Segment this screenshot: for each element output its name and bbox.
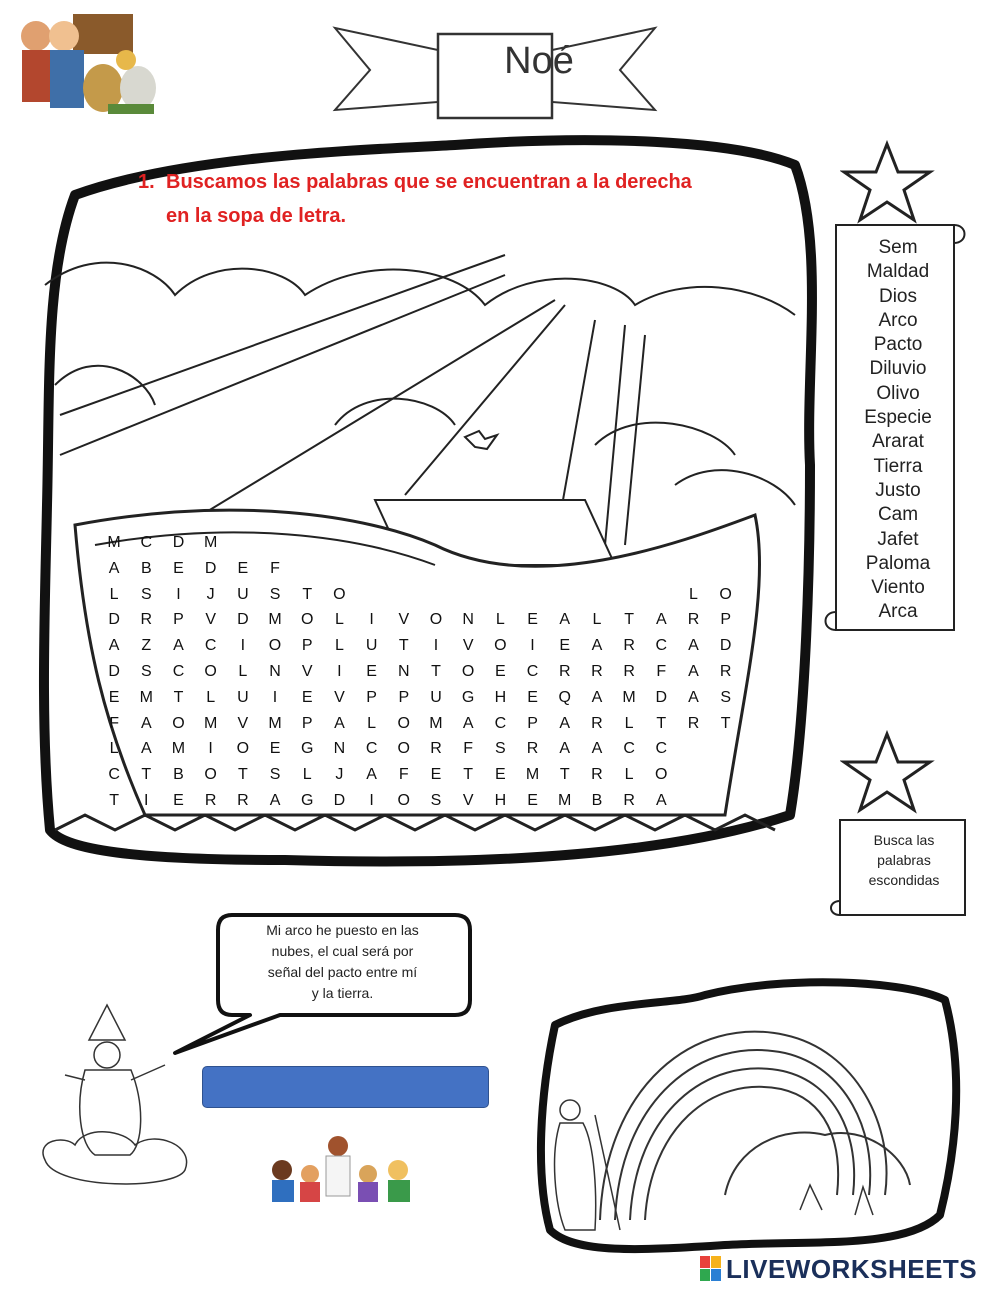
grid-letter[interactable]: O [300, 611, 314, 629]
answer-input-box[interactable] [202, 1066, 489, 1108]
grid-letter[interactable]: I [240, 637, 246, 655]
grid-letter[interactable]: U [430, 688, 442, 706]
grid-letter[interactable]: A [559, 611, 571, 629]
grid-letter[interactable]: E [430, 766, 442, 784]
grid-letter[interactable]: R [140, 611, 153, 629]
grid-letter[interactable]: M [171, 740, 186, 758]
grid-letter[interactable]: C [526, 662, 539, 680]
grid-letter[interactable]: C [108, 766, 120, 784]
grid-letter[interactable]: V [398, 611, 410, 629]
word-list-item: Ararat [872, 431, 924, 453]
grid-letter[interactable]: L [495, 611, 505, 629]
grid-letter[interactable]: L [689, 585, 698, 603]
grid-row [98, 689, 742, 715]
grid-letter[interactable]: V [205, 611, 216, 629]
hint-text [844, 830, 964, 890]
grid-row [98, 663, 742, 689]
grid-row [98, 715, 742, 741]
liveworksheets-logo-icon [700, 1256, 722, 1282]
grid-letter[interactable]: S [495, 740, 506, 758]
grid-letter[interactable]: E [527, 791, 538, 809]
grid-letter[interactable]: L [334, 637, 344, 655]
grid-letter[interactable]: D [237, 611, 249, 629]
grid-letter[interactable]: F [270, 559, 280, 577]
hint-line: escondidas [868, 872, 940, 888]
grid-letter[interactable]: E [527, 688, 538, 706]
grid-letter[interactable]: D [204, 559, 217, 577]
grid-letter[interactable]: C [365, 740, 378, 758]
grid-letter[interactable]: P [398, 688, 410, 706]
god-on-cloud-illustration [35, 995, 205, 1195]
instruction-number: 1. [138, 171, 155, 193]
grid-letter[interactable]: M [268, 714, 282, 732]
grid-letter[interactable]: G [461, 688, 475, 706]
grid-letter[interactable]: A [108, 559, 120, 577]
children-clipart [260, 1130, 420, 1210]
grid-letter[interactable]: I [337, 662, 342, 680]
instruction-text [138, 165, 788, 233]
grid-letter[interactable]: V [237, 714, 249, 732]
word-list-item: Pacto [873, 334, 923, 356]
page-title: Noé [504, 40, 574, 82]
grid-letter[interactable]: M [203, 714, 218, 732]
grid-letter[interactable]: O [204, 662, 217, 680]
grid-letter[interactable]: O [655, 766, 668, 784]
grid-letter[interactable]: V [334, 688, 345, 706]
grid-letter[interactable]: I [208, 740, 213, 758]
grid-letter[interactable]: L [592, 611, 602, 629]
grid-letter[interactable]: A [688, 688, 699, 706]
grid-letter[interactable]: I [369, 791, 374, 809]
grid-letter[interactable]: T [463, 766, 474, 784]
grid-letter[interactable]: P [301, 637, 313, 655]
grid-letter[interactable]: M [525, 766, 540, 784]
instruction-line-1: Buscamos las palabras que se encuentran a la derecha [166, 171, 692, 193]
grid-letter[interactable]: T [398, 637, 409, 655]
grid-letter[interactable]: L [238, 662, 248, 680]
grid-row [98, 586, 742, 612]
grid-letter[interactable]: R [687, 611, 700, 629]
word-list-item: Arco [878, 309, 918, 331]
grid-letter[interactable]: C [655, 637, 668, 655]
grid-letter[interactable]: A [591, 740, 603, 758]
grid-letter[interactable]: S [140, 585, 152, 603]
grid-letter[interactable]: O [397, 714, 410, 732]
word-list-item: Olivo [876, 382, 920, 404]
grid-letter[interactable]: J [335, 766, 344, 784]
grid-letter[interactable]: R [623, 637, 635, 655]
grid-letter[interactable]: L [206, 688, 216, 706]
grid-letter[interactable]: D [333, 791, 346, 809]
speech-text [230, 920, 455, 1004]
word-list-item: Cam [877, 504, 919, 526]
grid-letter[interactable]: A [559, 740, 571, 758]
grid-letter[interactable]: P [366, 688, 377, 706]
grid-letter[interactable]: O [172, 714, 185, 732]
grid-letter[interactable]: E [559, 637, 571, 655]
grid-letter[interactable]: F [656, 662, 667, 680]
grid-letter[interactable]: O [268, 637, 282, 655]
instruction-line-2: en la sopa de letra. [166, 205, 347, 227]
grid-letter[interactable]: S [140, 662, 152, 680]
grid-letter[interactable]: I [433, 637, 439, 655]
grid-letter[interactable]: M [203, 534, 218, 551]
grid-letter[interactable]: C [623, 740, 635, 758]
grid-letter[interactable]: C [204, 637, 217, 655]
grid-letter[interactable]: E [237, 559, 249, 577]
grid-letter[interactable]: E [527, 611, 538, 629]
grid-letter[interactable]: A [591, 688, 603, 706]
grid-letter[interactable]: P [301, 714, 313, 732]
word-list-item: Paloma [865, 552, 931, 574]
grid-letter[interactable]: A [688, 637, 699, 655]
grid-letter[interactable]: D [108, 611, 120, 629]
grid-letter[interactable]: E [301, 688, 313, 706]
grid-letter[interactable]: A [366, 766, 377, 784]
grid-letter[interactable]: M [107, 534, 121, 551]
grid-letter[interactable]: O [461, 662, 475, 680]
grid-letter[interactable]: T [173, 688, 184, 706]
grid-letter[interactable]: L [109, 585, 119, 603]
grid-letter[interactable]: M [429, 714, 443, 732]
grid-letter[interactable]: R [591, 662, 603, 680]
star-icon [840, 140, 935, 225]
grid-row [98, 534, 742, 560]
word-list-item: Dios [878, 285, 917, 307]
rainbow-scene [525, 975, 965, 1265]
grid-letter[interactable] [356, 586, 388, 604]
grid-letter[interactable]: A [688, 662, 699, 680]
grid-letter[interactable]: R [719, 662, 732, 680]
grid-letter[interactable]: O [333, 585, 346, 603]
grid-letter[interactable]: C [140, 534, 153, 551]
grid-letter[interactable]: E [173, 559, 184, 577]
grid-letter[interactable]: S [269, 766, 281, 784]
grid-letter[interactable]: S [720, 688, 731, 706]
grid-letter[interactable] [420, 586, 452, 604]
grid-letter[interactable]: V [301, 662, 313, 680]
grid-letter[interactable]: A [462, 714, 474, 732]
speech-line: y la tierra. [311, 985, 374, 1001]
grid-letter[interactable]: T [624, 611, 634, 629]
grid-letter[interactable]: L [624, 766, 634, 784]
grid-letter[interactable]: Z [141, 637, 152, 655]
grid-letter[interactable]: R [623, 791, 635, 809]
grid-letter[interactable]: R [237, 791, 249, 809]
grid-letter[interactable]: D [108, 662, 120, 680]
grid-letter[interactable]: T [656, 714, 667, 732]
grid-letter[interactable]: U [237, 585, 249, 603]
grid-letter[interactable]: B [591, 791, 603, 809]
word-list-item: Maldad [866, 261, 930, 283]
grid-letter[interactable]: T [720, 714, 731, 732]
grid-letter[interactable]: A [269, 791, 281, 809]
grid-letter[interactable] [516, 586, 548, 604]
word-list-item: Arca [878, 601, 918, 623]
brand-name: LIVEWORKSHEETS [726, 1253, 978, 1284]
grid-letter[interactable]: B [173, 766, 184, 784]
grid-letter[interactable]: H [494, 791, 507, 809]
grid-letter[interactable] [549, 586, 581, 604]
grid-letter[interactable]: R [687, 714, 700, 732]
grid-letter[interactable]: D [655, 688, 668, 706]
grid-letter[interactable]: N [462, 611, 474, 629]
grid-letter[interactable]: E [495, 662, 506, 680]
grid-letter[interactable]: L [334, 611, 344, 629]
grid-letter[interactable]: P [173, 611, 184, 629]
grid-letter[interactable]: N [333, 740, 346, 758]
grid-letter[interactable]: M [139, 688, 153, 706]
grid-letter[interactable] [388, 586, 420, 604]
grid-letter[interactable]: M [558, 791, 572, 809]
grid-letter[interactable]: T [109, 791, 119, 809]
grid-letter[interactable]: T [302, 585, 313, 603]
grid-letter[interactable]: I [369, 611, 374, 629]
grid-letter[interactable]: R [526, 740, 539, 758]
grid-letter[interactable]: G [300, 740, 314, 758]
grid-letter[interactable]: O [397, 791, 410, 809]
grid-letter[interactable]: I [272, 688, 278, 706]
grid-letter[interactable] [581, 586, 613, 604]
grid-letter[interactable]: R [430, 740, 442, 758]
grid-letter[interactable]: O [236, 740, 250, 758]
grid-letter[interactable]: S [269, 585, 281, 603]
noah-animals-clipart [8, 8, 168, 123]
grid-letter[interactable]: N [269, 662, 281, 680]
grid-letter[interactable]: S [430, 791, 442, 809]
grid-letter[interactable]: L [109, 740, 119, 758]
grid-letter[interactable]: O [429, 611, 443, 629]
grid-letter[interactable]: J [206, 585, 215, 603]
grid-letter[interactable]: A [655, 791, 667, 809]
grid-row [98, 792, 742, 818]
grid-letter[interactable]: T [237, 766, 248, 784]
grid-letter[interactable]: O [397, 740, 410, 758]
speech-line: nubes, el cual será por [271, 943, 414, 959]
word-list-item: Justo [875, 479, 921, 501]
word-list-item: Viento [871, 577, 925, 599]
grid-letter[interactable]: B [140, 559, 152, 577]
grid-letter[interactable]: I [530, 637, 535, 655]
grid-letter[interactable]: A [108, 637, 120, 655]
brand-logo [700, 1254, 977, 1284]
grid-letter[interactable]: I [144, 791, 149, 809]
grid-letter[interactable]: D [719, 637, 732, 655]
speech-line: señal del pacto entre mí [267, 964, 418, 980]
grid-row [98, 740, 742, 766]
grid-letter[interactable]: N [398, 662, 410, 680]
grid-letter[interactable]: L [302, 766, 312, 784]
hint-line: palabras [877, 852, 931, 868]
grid-letter[interactable]: O [719, 585, 732, 603]
grid-letter[interactable]: Q [558, 688, 571, 706]
grid-letter[interactable]: A [591, 637, 603, 655]
grid-letter[interactable]: P [527, 714, 538, 732]
grid-letter[interactable]: O [204, 766, 217, 784]
word-list-item: Especie [864, 407, 932, 429]
grid-row [98, 766, 742, 792]
grid-letter[interactable]: F [109, 714, 119, 732]
grid-letter[interactable]: A [140, 714, 152, 732]
grid-letter[interactable]: O [494, 637, 507, 655]
grid-row [98, 637, 742, 663]
grid-letter[interactable]: M [268, 611, 282, 629]
grid-letter[interactable] [645, 586, 677, 604]
word-list-item: Jafet [877, 528, 919, 550]
grid-letter[interactable]: V [462, 791, 474, 809]
grid-letter[interactable]: C [655, 740, 668, 758]
grid-letter[interactable]: D [172, 534, 185, 551]
grid-letter[interactable]: R [591, 766, 603, 784]
word-list [838, 236, 958, 625]
grid-letter[interactable]: C [494, 714, 507, 732]
grid-row [98, 560, 742, 586]
grid-letter[interactable]: V [462, 637, 474, 655]
grid-letter[interactable]: R [623, 662, 635, 680]
grid-letter[interactable]: U [365, 637, 378, 655]
hint-line: Busca las [873, 832, 935, 848]
grid-letter[interactable]: T [431, 662, 441, 680]
grid-letter[interactable]: A [334, 714, 345, 732]
word-list-item: Sem [878, 237, 918, 258]
word-list-item: Tierra [873, 455, 923, 477]
grid-row [98, 611, 742, 637]
speech-line: Mi arco he puesto en las [266, 922, 419, 938]
star-icon [840, 730, 935, 815]
grid-letter[interactable]: E [366, 662, 377, 680]
grid-letter[interactable]: T [559, 766, 570, 784]
grid-letter[interactable]: L [624, 714, 634, 732]
grid-letter[interactable]: A [655, 611, 667, 629]
grid-letter[interactable]: E [173, 791, 184, 809]
word-list-item: Diluvio [869, 358, 927, 380]
grid-letter[interactable]: M [622, 688, 636, 706]
grid-letter[interactable]: R [204, 791, 217, 809]
grid-letter[interactable]: E [495, 766, 506, 784]
grid-letter[interactable] [613, 586, 645, 604]
grid-letter[interactable] [452, 586, 484, 604]
grid-letter[interactable]: H [494, 688, 507, 706]
grid-letter[interactable]: L [367, 714, 377, 732]
grid-letter[interactable]: A [173, 637, 184, 655]
grid-letter[interactable]: T [141, 766, 152, 784]
grid-letter[interactable]: A [559, 714, 571, 732]
grid-letter[interactable]: P [720, 611, 731, 629]
grid-letter[interactable]: A [140, 740, 152, 758]
grid-letter[interactable]: F [398, 766, 409, 784]
grid-letter[interactable]: C [172, 662, 185, 680]
grid-letter[interactable] [484, 586, 516, 604]
grid-letter[interactable]: R [591, 714, 603, 732]
grid-letter[interactable]: E [108, 688, 120, 706]
grid-letter[interactable]: U [237, 688, 249, 706]
grid-letter[interactable]: I [176, 585, 181, 603]
grid-letter[interactable]: F [463, 740, 474, 758]
grid-letter[interactable]: G [300, 791, 314, 809]
word-search-grid[interactable] [98, 534, 742, 818]
grid-letter[interactable]: R [558, 662, 571, 680]
grid-letter[interactable]: E [269, 740, 281, 758]
